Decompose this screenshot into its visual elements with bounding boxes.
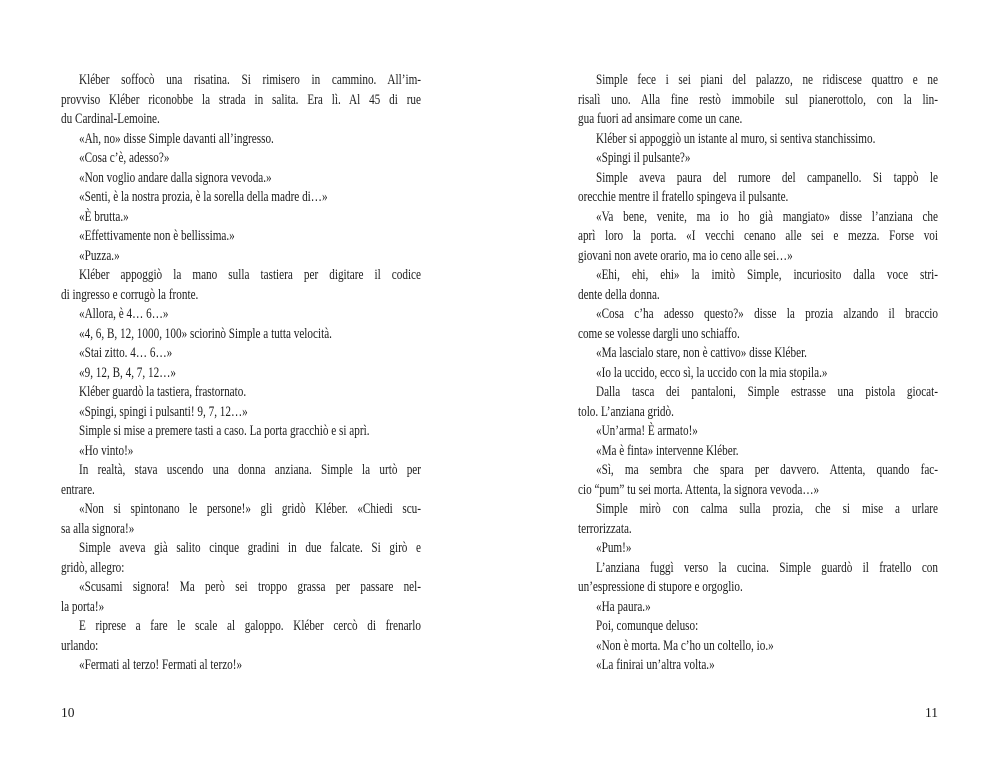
- text-line: provviso Kléber riconobbe la strada in salita. Era lì. Al 45 di rue: [61, 91, 421, 108]
- text-line: «Non voglio andare dalla signora vevoda.»: [78, 169, 272, 186]
- paragraph: [578, 500, 938, 539]
- paragraph: [578, 130, 938, 150]
- paragraph: [61, 383, 421, 403]
- text-line: «Senti, è la nostra prozia, è la sorella della madre di…»: [78, 189, 328, 205]
- text-line: «Spingi, spingi i pulsanti! 9, 7, 12…»: [78, 403, 248, 420]
- text-line: Kléber soffocò una risatina. Si rimisero in cammino. All’im-: [78, 72, 421, 88]
- paragraph: [61, 325, 421, 345]
- text-line: Kléber si appoggiò un istante al muro, si sentiva stanchissimo.: [595, 130, 876, 147]
- paragraph: [61, 617, 421, 656]
- text-line: «È brutta.»: [78, 208, 129, 225]
- paragraph: [578, 344, 938, 364]
- paragraph: [61, 422, 421, 442]
- text-line: risalì uno. Alla fine restò immobile sul pianerottolo, con la lin-: [578, 91, 938, 108]
- paragraph: [578, 149, 938, 169]
- paragraph: [61, 188, 421, 208]
- paragraph: [578, 539, 938, 559]
- text-line: orecchie mentre il fratello spingeva il pulsante.: [578, 189, 789, 205]
- paragraph: [578, 617, 938, 637]
- text-line: Simple mirò con calma sulla prozia, che si mise a urlare: [595, 501, 938, 517]
- paragraph: [61, 208, 421, 228]
- text-line: «Non è morta. Ma c’ho un coltello, io.»: [595, 637, 774, 654]
- text-line: «Fermati al terzo! Fermati al terzo!»: [78, 657, 243, 673]
- text-line: Simple si mise a premere tasti a caso. La porta gracchiò e si aprì.: [78, 423, 370, 439]
- text-line: gridò, allegro:: [61, 559, 125, 576]
- paragraph: [578, 208, 938, 267]
- paragraph: [578, 637, 938, 657]
- text-line: «9, 12, B, 4, 7, 12…»: [78, 364, 176, 381]
- page-number-right: 11: [925, 705, 938, 720]
- text-line: «Pum!»: [595, 540, 632, 556]
- text-line: entrare.: [61, 481, 95, 498]
- paragraph: [61, 130, 421, 150]
- text-line: «La finirai un’altra volta.»: [595, 657, 715, 673]
- text-line: «Cosa c’è, adesso?»: [78, 150, 170, 166]
- paragraph: [578, 71, 938, 130]
- text-line: la porta!»: [61, 598, 105, 615]
- page-right: [578, 0, 958, 770]
- text-line: «Puzza.»: [78, 247, 120, 264]
- paragraph: [578, 442, 938, 462]
- paragraph: [61, 442, 421, 462]
- text-line: du Cardinal-Lemoine.: [61, 111, 160, 127]
- text-line: terrorizzata.: [578, 520, 632, 537]
- text-line: cio “pum” tu sei morta. Attenta, la signora vevoda…»: [578, 481, 820, 498]
- text-line: Simple aveva paura del rumore del campanello. Si tappò le: [595, 169, 938, 186]
- text-line: Simple fece i sei piani del palazzo, ne ridiscese quattro e ne: [595, 72, 938, 88]
- text-line: «Ha paura.»: [595, 598, 651, 615]
- page-left-text: [61, 71, 421, 676]
- paragraph: [578, 305, 938, 344]
- text-line: «Effettivamente non è bellissima.»: [78, 228, 235, 244]
- text-line: «Ho vinto!»: [78, 442, 134, 459]
- paragraph: [61, 266, 421, 305]
- text-line: «Stai zitto. 4… 6…»: [78, 345, 173, 361]
- text-line: «Ah, no» disse Simple davanti all’ingresso.: [78, 130, 274, 147]
- paragraph: [578, 461, 938, 500]
- text-line: aprì loro la porta. «I vecchi cenano alle sei e mezza. Forse voi: [578, 228, 938, 244]
- text-line: «Allora, è 4… 6…»: [78, 306, 169, 322]
- paragraph: [61, 500, 421, 539]
- paragraph: [578, 656, 938, 676]
- paragraph: [578, 266, 938, 305]
- text-line: «Scusami signora! Ma però sei troppo grassa per passare nel-: [78, 579, 421, 595]
- text-line: urlando:: [61, 637, 99, 654]
- text-line: gua fuori ad ansimare come un cane.: [578, 111, 743, 127]
- text-line: Simple aveva già salito cinque gradini in due falcate. Si girò e: [78, 540, 421, 556]
- paragraph: [61, 364, 421, 384]
- text-line: «Io la uccido, ecco sì, la uccido con la mia stopila.»: [595, 364, 828, 381]
- paragraph: [578, 598, 938, 618]
- text-line: «4, 6, B, 12, 1000, 100» sciorinò Simple a tutta velocità.: [78, 325, 332, 342]
- text-line: giovani non avete orario, ma io ceno alle sei…»: [578, 247, 793, 264]
- paragraph: [61, 403, 421, 423]
- paragraph: [61, 149, 421, 169]
- text-line: sa alla signora!»: [61, 520, 135, 537]
- paragraph: [61, 461, 421, 500]
- paragraph: [578, 559, 938, 598]
- text-line: Kléber appoggiò la mano sulla tastiera per digitare il codice: [78, 267, 421, 283]
- page-left: [61, 0, 441, 770]
- paragraph: [578, 422, 938, 442]
- page-right-text: [578, 71, 938, 676]
- paragraph: [61, 247, 421, 267]
- text-line: «Va bene, venite, ma io ho già mangiato» disse l’anziana che: [595, 208, 938, 225]
- text-line: In realtà, stava uscendo una donna anziana. Simple la urtò per: [78, 462, 421, 478]
- text-line: «Cosa c’ha adesso questo?» disse la prozia alzando il braccio: [595, 306, 938, 322]
- text-line: come se volesse dargli uno schiaffo.: [578, 325, 740, 342]
- paragraph: [578, 383, 938, 422]
- text-line: Kléber guardò la tastiera, frastornato.: [78, 384, 247, 400]
- page-number-left: 10: [61, 705, 75, 720]
- text-line: «Ma è finta» intervenne Kléber.: [595, 442, 739, 459]
- text-line: «Non si spintonano le persone!» gli gridò Kléber. «Chiedi scu-: [78, 501, 421, 517]
- text-line: «Spingi il pulsante?»: [595, 150, 691, 166]
- text-line: E riprese a fare le scale al galoppo. Kléber cercò di frenarlo: [78, 618, 421, 634]
- text-line: di ingresso e corrugò la fronte.: [61, 286, 199, 303]
- paragraph: [61, 227, 421, 247]
- text-line: dente della donna.: [578, 286, 660, 303]
- paragraph: [61, 656, 421, 676]
- paragraph: [61, 539, 421, 578]
- paragraph: [61, 578, 421, 617]
- text-line: «Un’arma! È armato!»: [595, 423, 698, 439]
- text-line: «Ehi, ehi, ehi» la imitò Simple, incuriosito dalla voce stri-: [595, 267, 938, 283]
- text-line: «Ma lascialo stare, non è cattivo» disse Kléber.: [595, 345, 807, 361]
- text-line: Poi, comunque deluso:: [595, 618, 699, 634]
- text-line: Dalla tasca dei pantaloni, Simple estrasse una pistola giocat-: [595, 384, 938, 400]
- text-line: tolo. L’anziana gridò.: [578, 403, 674, 420]
- paragraph: [578, 364, 938, 384]
- paragraph: [61, 305, 421, 325]
- text-line: «Sì, ma sembra che spara per davvero. Attenta, quando fac-: [595, 462, 938, 478]
- paragraph: [61, 344, 421, 364]
- paragraph: [61, 169, 421, 189]
- text-line: un’espressione di stupore e orgoglio.: [578, 579, 743, 595]
- paragraph: [578, 169, 938, 208]
- paragraph: [61, 71, 421, 130]
- text-line: L’anziana fuggì verso la cucina. Simple guardò il fratello con: [595, 559, 938, 576]
